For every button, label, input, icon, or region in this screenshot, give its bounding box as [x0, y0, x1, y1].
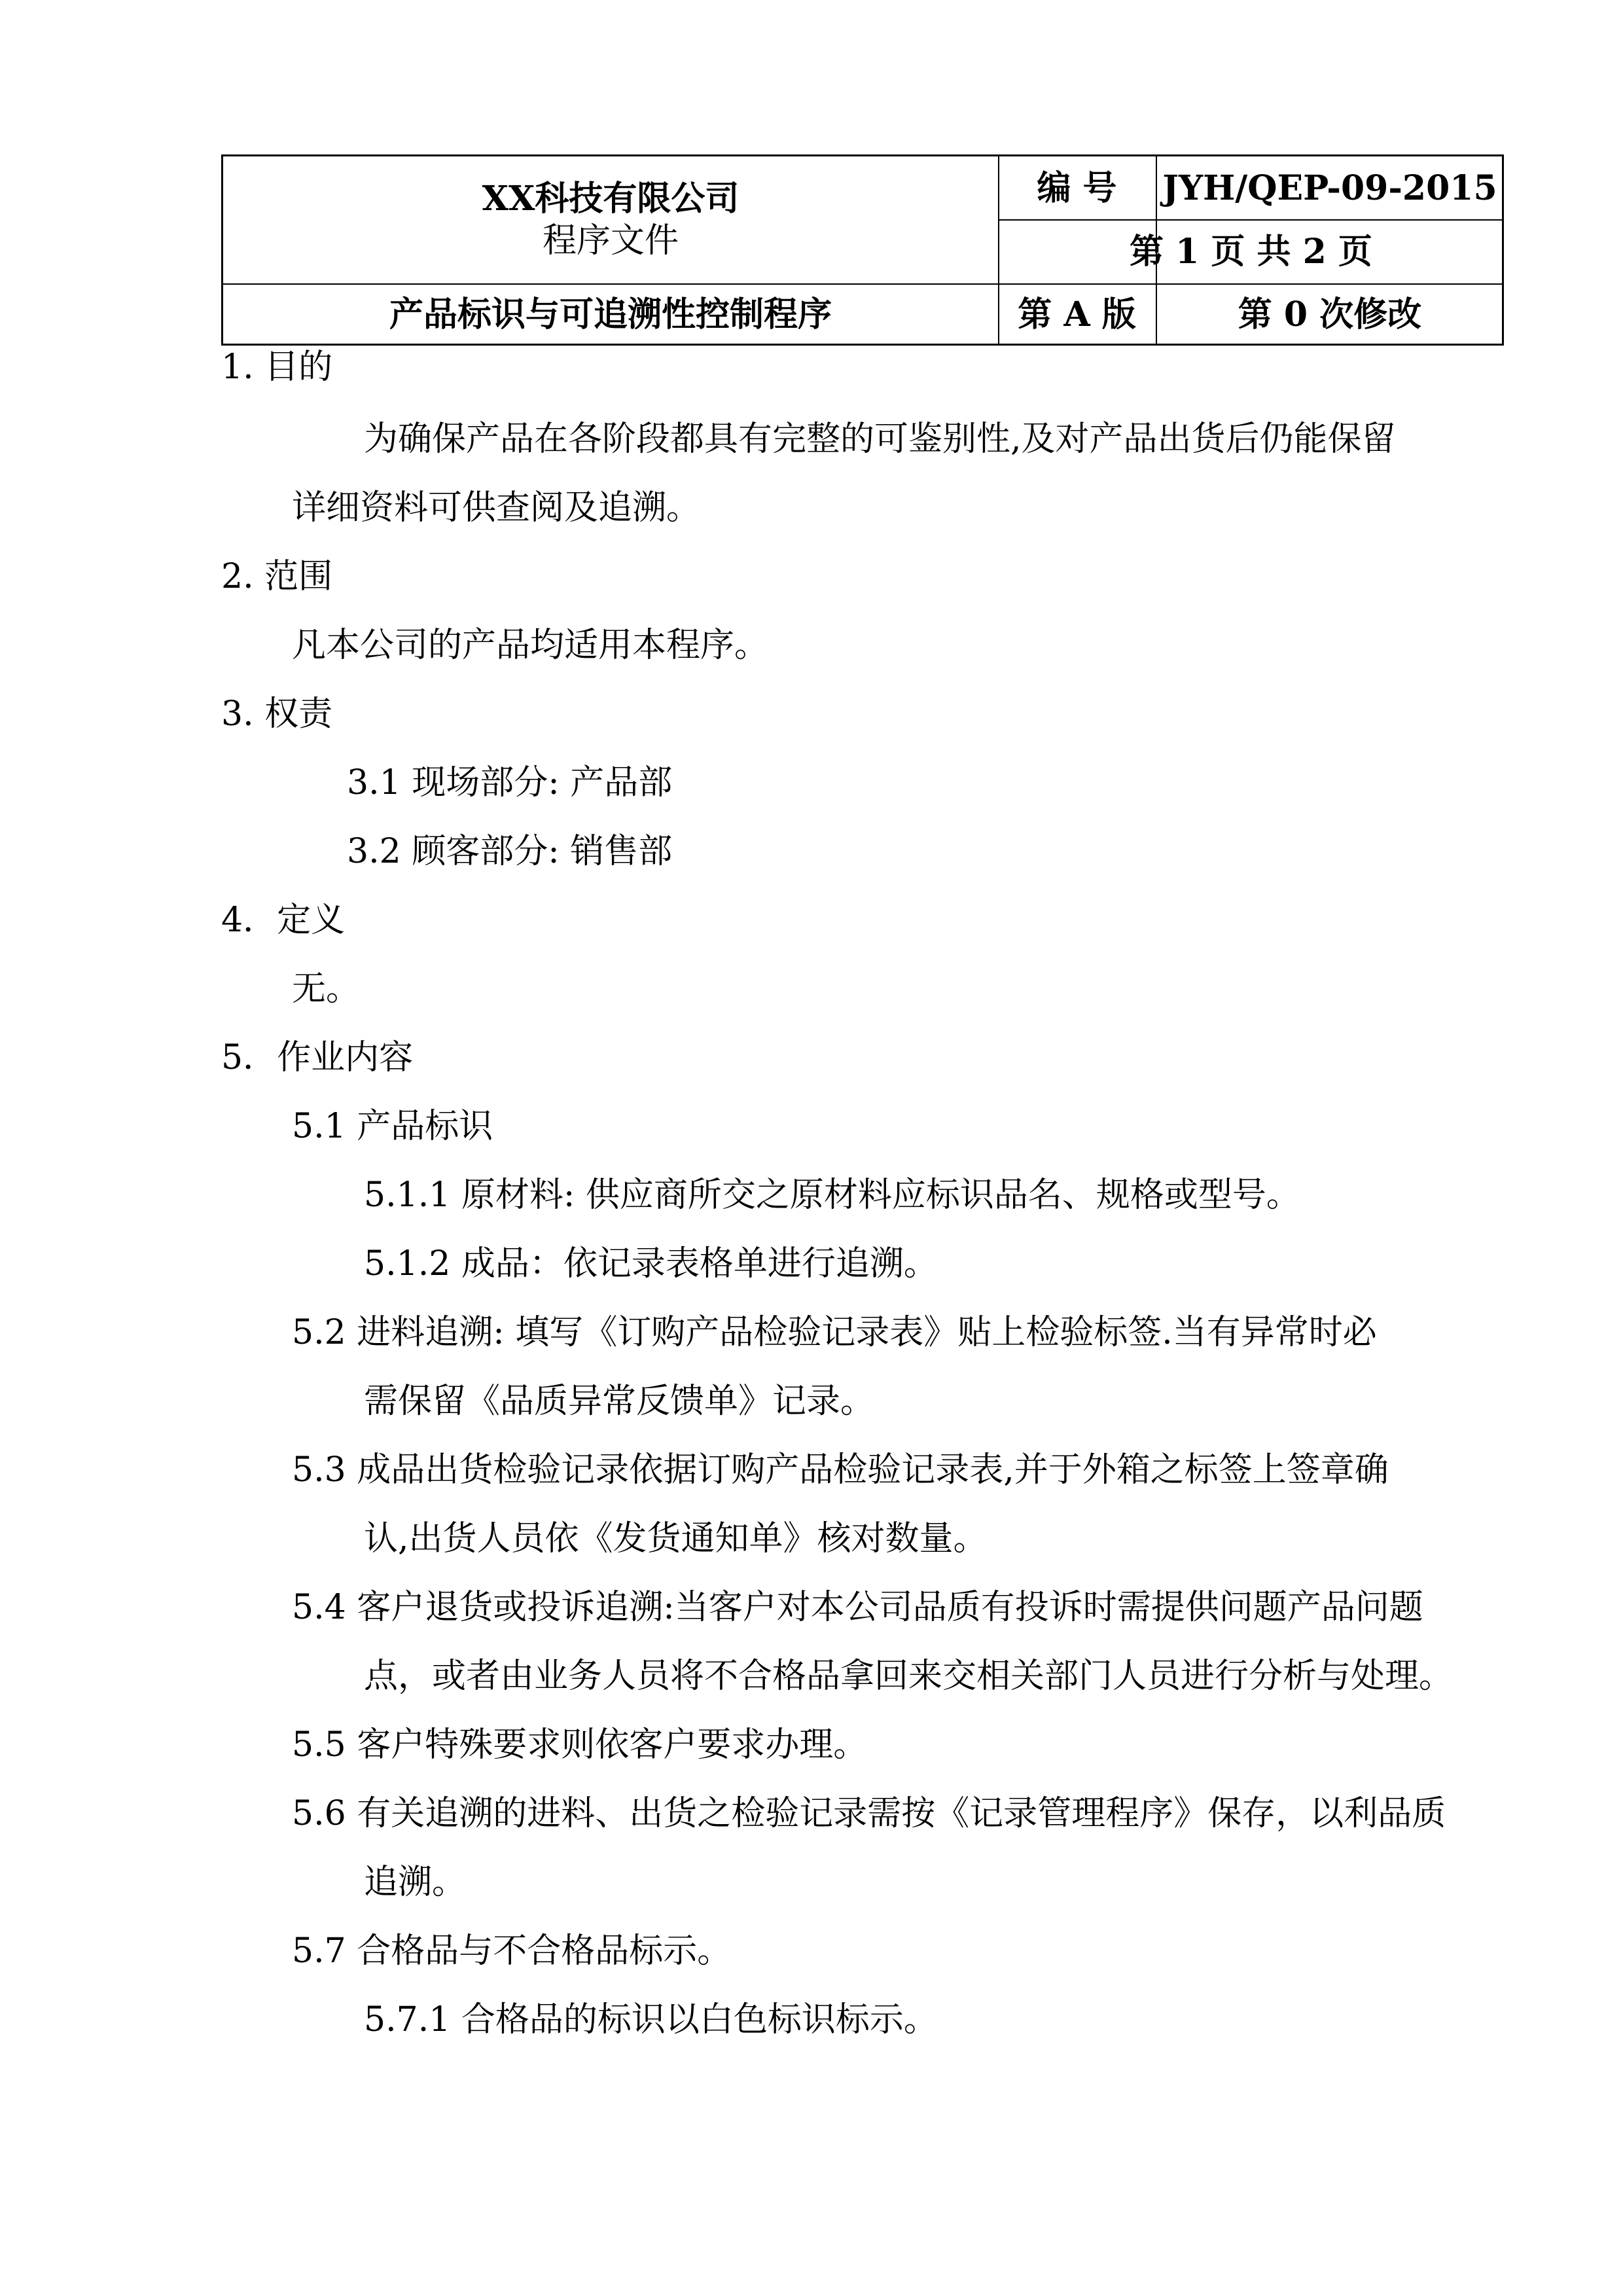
page-info: 第 1 页 共 2 页 — [1130, 231, 1372, 272]
paragraph-line: 点，或者由业务人员将不合格品拿回来交相关部门人员进行分析与处理。 — [364, 1657, 1454, 1696]
company-name: XX科技有限公司 — [482, 179, 740, 219]
paragraph-line: 无。 — [292, 969, 361, 1009]
subsection-heading: 5.1 产品标识 — [292, 1107, 493, 1146]
document-title: 产品标识与可追溯性控制程序 — [389, 295, 832, 334]
doc-type: 程序文件 — [542, 221, 679, 260]
paragraph-line: 追溯。 — [364, 1863, 467, 1902]
list-item: 5.4 客户退货或投诉追溯:当客户对本公司品质有投诉时需提供问题产品问题 — [292, 1588, 1423, 1627]
section-heading: 4．定义 — [221, 901, 346, 940]
edition: 第 A 版 — [1018, 295, 1136, 334]
section-heading: 1. 目的 — [221, 348, 333, 387]
paragraph-line: 认,出货人员依《发货通知单》核对数量。 — [364, 1519, 988, 1558]
number-label: 编 号 — [1037, 168, 1117, 208]
list-item: 5.5 客户特殊要求则依客户要求办理。 — [292, 1725, 868, 1765]
paragraph-line: 需保留《品质异常反馈单》记录。 — [364, 1382, 875, 1421]
number-value: JYH/QEP-09-2015 — [1162, 168, 1497, 208]
revision: 第 0 次修改 — [1238, 295, 1422, 334]
list-item: 5.6 有关追溯的进料、出货之检验记录需按《记录管理程序》保存，以利品质 — [292, 1794, 1446, 1833]
section-heading: 3. 权责 — [221, 694, 333, 734]
section-heading: 5．作业内容 — [221, 1038, 414, 1077]
list-item: 5.3 成品出货检验记录依据订购产品检验记录表,并于外箱之标签上签章确 — [292, 1450, 1389, 1490]
header-table — [221, 154, 1504, 346]
subsection-heading: 5.7 合格品与不合格品标示。 — [292, 1931, 732, 1971]
list-item: 5.1.1 原材料: 供应商所交之原材料应标识品名、规格或型号。 — [364, 1175, 1300, 1215]
list-item: 3.2 顾客部分: 销售部 — [347, 832, 673, 871]
paragraph-line: 为确保产品在各阶段都具有完整的可鉴别性,及对产品出货后仍能保留 — [364, 420, 1396, 459]
list-item: 5.2 进料追溯: 填写《订购产品检验记录表》贴上检验标签.当有异常时必 — [292, 1313, 1377, 1352]
section-heading: 2. 范围 — [221, 557, 333, 596]
list-item: 3.1 现场部分: 产品部 — [347, 763, 673, 802]
list-item: 5.1.2 成品：依记录表格单进行追溯。 — [364, 1244, 938, 1283]
list-item: 5.7.1 合格品的标识以白色标识标示。 — [364, 2000, 938, 2039]
company-cell — [223, 156, 998, 283]
paragraph-line: 详细资料可供查阅及追溯。 — [292, 488, 701, 528]
paragraph-line: 凡本公司的产品均适用本程序。 — [292, 626, 769, 665]
